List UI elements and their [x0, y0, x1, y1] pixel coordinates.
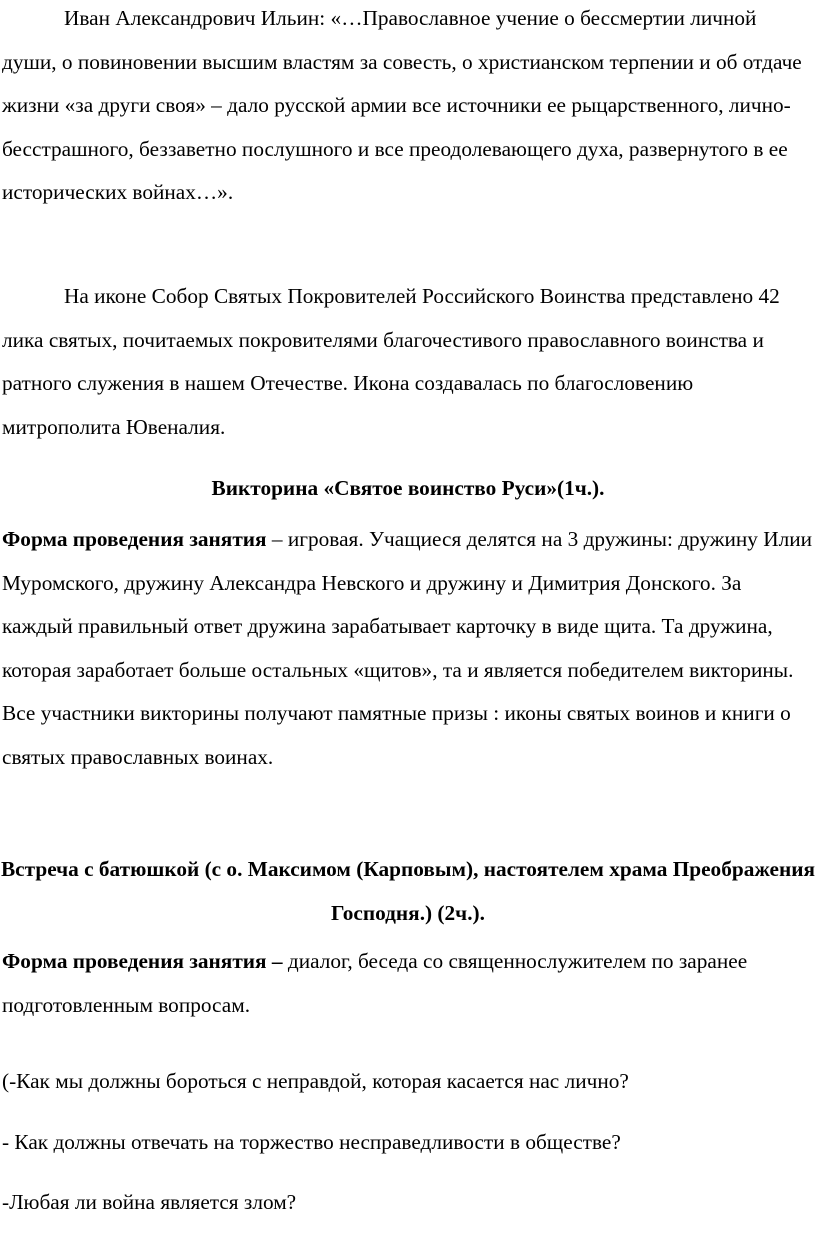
icon-description-paragraph: На иконе Собор Святых Покровителей Российского Воинства представлено 42 лика святых, почитаемых покровителями благочестивого православного воинства и ратного служения в нашем Отечестве. Икона создавалась по благословению митрополита Ювеналия. [2, 284, 780, 439]
meeting-format-label: Форма проведения занятия – [2, 949, 283, 973]
meeting-format-paragraph [2, 940, 814, 1027]
question-item: - Как должны отвечать на торжество несправедливости в обществе? [2, 1130, 621, 1154]
quiz-format-label: Форма проведения занятия [2, 527, 267, 551]
meeting-format-text: диалог, беседа со священнослужителем по заранее подготовленным вопросам. [2, 949, 748, 1017]
quiz-format-paragraph [2, 518, 814, 780]
meeting-heading: Встреча с батюшкой (с о. Максимом (Карповым), настоятелем храма Преображения Господня.) (2ч.). [0, 857, 816, 925]
question-item: (-Как мы должны бороться с неправдой, которая касается нас лично? [2, 1069, 629, 1093]
question-item: -Любая ли война является злом? [2, 1190, 297, 1214]
quiz-heading: Викторина «Святое воинство Руси»(1ч.). [211, 476, 605, 500]
quiz-format-text: – игровая. Учащиеся делятся на 3 дружины: дружину Илии Муромского, дружину Александра Невского и дружину и Димитрия Донского. За каждый правильный ответ дружина зарабатывает карточку в виде щита. Та дружина, которая заработает больше остальных «щитов», та и является победителем викторины. Все участники викторины получают памятные призы : иконы святых воинов и книги о святых православных воинах. [2, 527, 813, 769]
ilyin-quote-paragraph: Иван Александрович Ильин: «…Православное учение о бессмертии личной души, о повиновении высшим властям за совесть, о христианском терпении и об отдаче жизни «за други своя» – дало русской армии все источники ее рыцарственного, лично-бесстрашного, беззаветно послушного и все преодолевающего духа, развернутого в ее исторических войнах…». [2, 6, 802, 205]
